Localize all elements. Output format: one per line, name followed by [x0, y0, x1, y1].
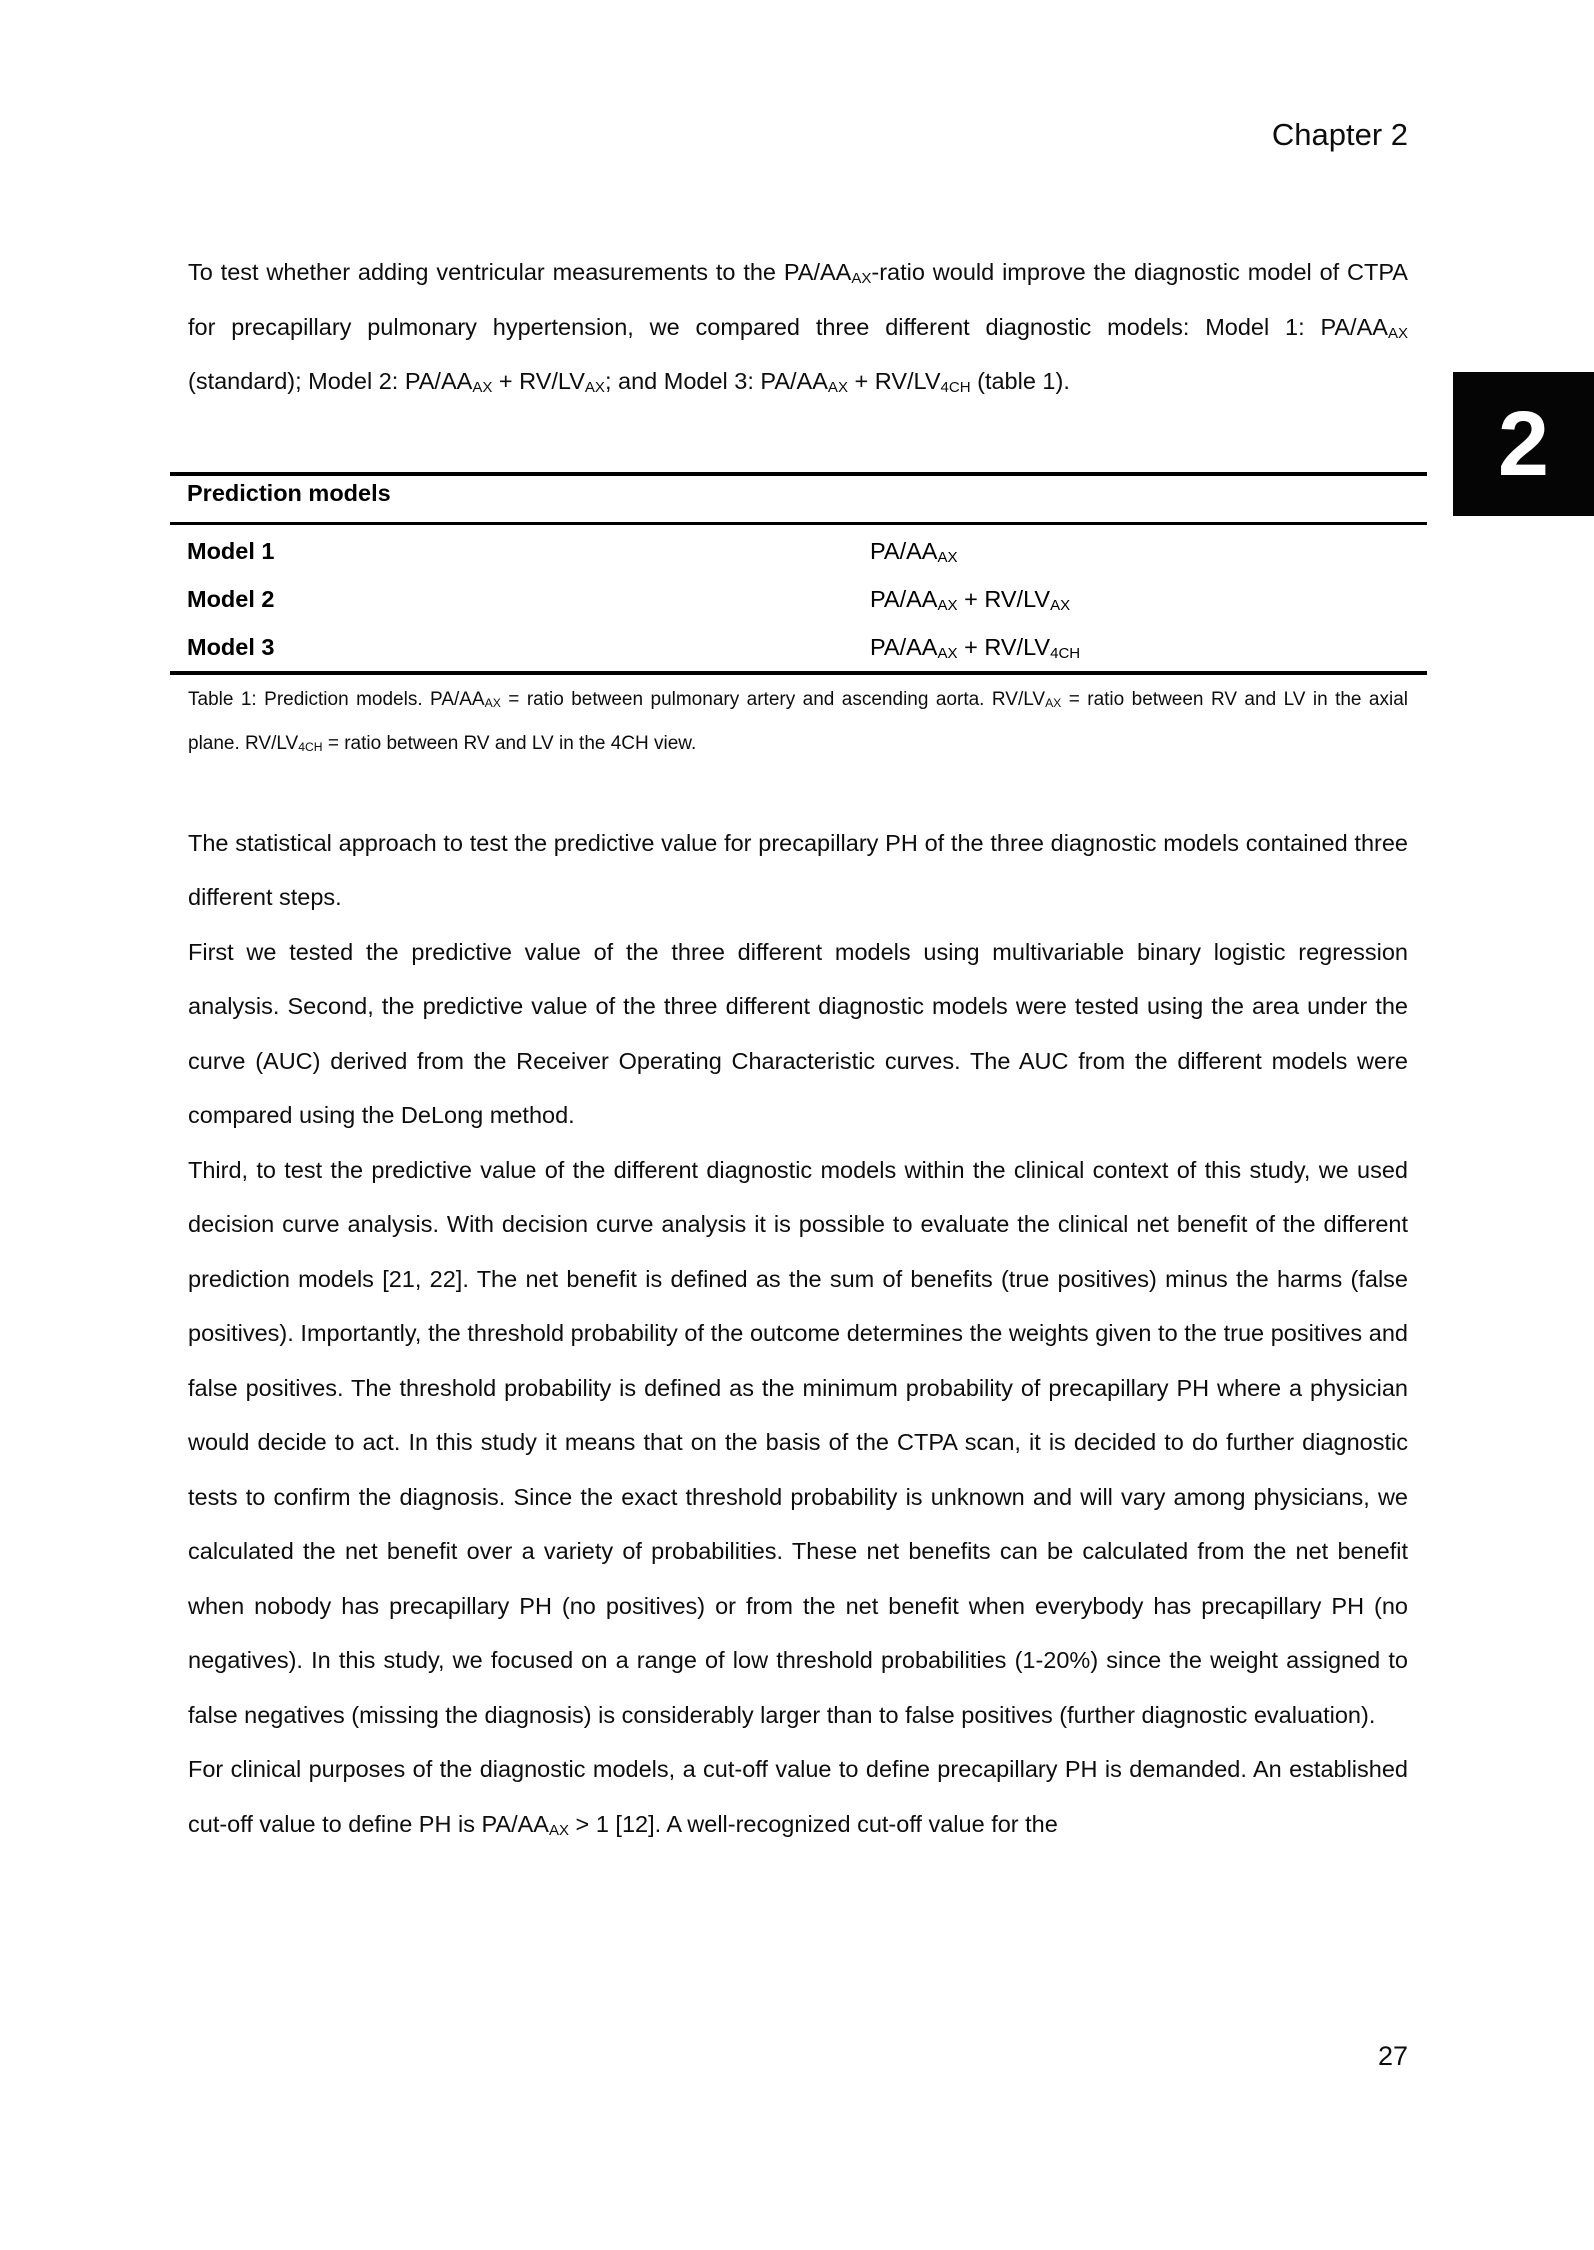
chapter-tab — [1453, 372, 1594, 516]
paragraph: For clinical purposes of the diagnostic models, a cut-off value to define precapillary PH is demanded. An established cut-off value to define PH is $PA/AA_{AX} > 1$ [12]. A well-recognized cut-off value for the — [188, 1756, 1408, 1839]
model-name-cell: Model 2 — [187, 585, 275, 612]
paragraph: First we tested the predictive value of the three different models using multivariable binary logistic regression analysis. Second, the predictive value of the three different diagnostic models were tested using the area under the curve (AUC) derived from the Receiver Operating Characteristic curves. The AUC from the different models were compared using the DeLong method. — [188, 938, 1408, 1128]
table-row — [170, 525, 1427, 575]
table-row — [170, 623, 1427, 671]
page-content — [188, 0, 1408, 1851]
intro-paragraph: To test whether adding ventricular measurements to the $PA/AA_{AX}$-ratio would improve the diagnostic model of CTPA for precapillary pulmonary hypertension, we compared three different diagnostic models: Model 1: $PA/AA_{AX}$ (standard); Model 2: $PA/AA_{AX} + RV/LV_{AX}$; and Model 3: $PA/AA_{AX} + RV/LV_{4CH}$ (table 1). — [188, 259, 1408, 397]
model-name-cell: Model 1 — [187, 537, 275, 564]
paragraph: Third, to test the predictive value of the different diagnostic models within the clinical context of this study, we used decision curve analysis. With decision curve analysis it is possible to evaluate the clinical net benefit of the different prediction models [21, 22]. The net benefit is defined as the sum of benefits (true positives) minus the harms (false positives). Importantly, the threshold probability of the outcome determines the weights given to the true positives and false positives. The threshold probability is defined as the minimum probability of precapillary PH where a physician would decide to act. In this study it means that on the basis of the CTPA scan, it is decided to do further diagnostic tests to confirm the diagnosis. Since the exact threshold probability is unknown and will vary among physicians, we calculated the net benefit over a variety of probabilities. These net benefits can be calculated from the net benefit when nobody has precapillary PH (no positives) or from the net benefit when everybody has precapillary PH (no negatives). In this study, we focused on a range of low threshold probabilities (1-20%) since the weight assigned to false negatives (missing the diagnosis) is considerably larger than to false positives (further diagnostic evaluation). — [188, 1156, 1408, 1728]
table-row — [170, 575, 1427, 623]
chapter-tab-number: 2 — [1497, 392, 1550, 495]
chapter-title: Chapter 2 — [1271, 117, 1408, 152]
page-number: 27 — [1377, 2041, 1408, 2071]
table-header: Prediction models — [170, 476, 1427, 525]
paragraph: The statistical approach to test the predictive value for precapillary PH of the three diagnostic models contained three different steps. — [188, 829, 1408, 910]
model-formula-cell: $PA/AA_{AX} + RV/LV_{4CH}$ — [870, 633, 1081, 662]
model-formula-cell: $PA/AA_{AX}$ — [870, 537, 958, 566]
body-text — [188, 816, 1408, 1852]
prediction-models-table — [170, 472, 1427, 675]
model-name-cell: Model 3 — [187, 633, 275, 660]
model-formula-cell: $PA/AA_{AX} + RV/LV_{AX}$ — [870, 585, 1071, 614]
table-caption: Table 1: Prediction models. $PA/AA_{AX}$ = ratio between pulmonary artery and ascending aorta. $RV/LV_{AX}$ = ratio between RV and LV in the axial plane. $RV/LV_{4CH}$ = ratio between RV and LV in the 4CH view. — [188, 688, 1409, 755]
